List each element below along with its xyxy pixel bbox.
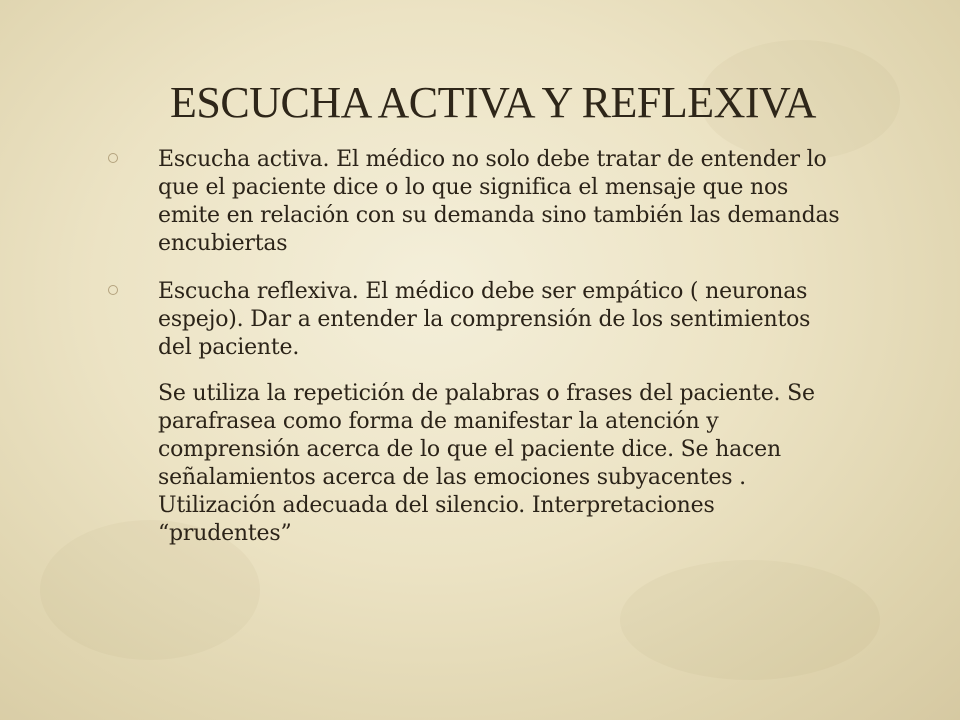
bullet-list: [108, 146, 848, 548]
bullet-paragraph: Se utiliza la repetición de palabras o frases del paciente. Se parafrasea como forma de manifestar la atención y comprensión acerca de lo que el paciente dice. Se hacen señalamientos acerca de las emociones subyacentes . Utilización adecuada del silencio. Interpretaciones “prudentes”: [158, 381, 815, 546]
circle-bullet-icon: [108, 285, 118, 295]
bullet-item-escucha-reflexiva: [108, 278, 848, 548]
bullet-paragraph: Escucha reflexiva. El médico debe ser empático ( neuronas espejo). Dar a entender la comprensión de los sentimientos del paciente.: [158, 279, 811, 360]
slide-title: ESCUCHA ACTIVA Y REFLEXIVA: [170, 78, 816, 127]
bullet-item-escucha-activa: [108, 146, 848, 258]
paper-texture-spot: [620, 560, 880, 680]
circle-bullet-icon: [108, 153, 118, 163]
bullet-paragraph: Escucha activa. El médico no solo debe tratar de entender lo que el paciente dice o lo que significa el mensaje que nos emite en relación con su demanda sino también las demandas encubiertas: [158, 147, 840, 256]
